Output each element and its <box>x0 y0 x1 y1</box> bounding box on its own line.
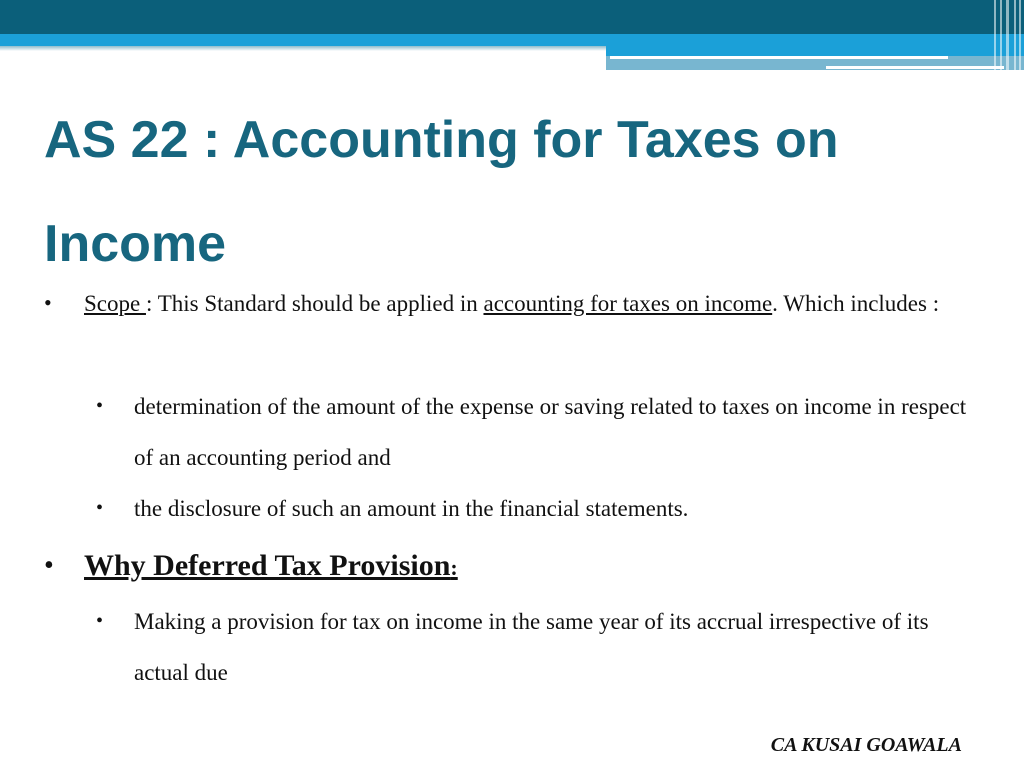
scope-link-text: accounting for taxes on income <box>483 291 773 316</box>
deferred-tax-heading-colon: : <box>450 555 458 580</box>
sub-bullet-marker: • <box>96 497 104 519</box>
sub-bullet-determination: determination of the amount of the expense or saving related to taxes on income in respect of an accounting period and <box>134 394 967 470</box>
sub-bullet-marker: • <box>96 395 104 417</box>
scope-end-text: . Which includes : <box>772 291 940 316</box>
bullet-marker: • <box>44 550 54 581</box>
deferred-tax-heading <box>84 546 458 588</box>
scope-paragraph <box>84 278 984 329</box>
scope-label: Scope <box>84 291 146 316</box>
deferred-tax-heading-text: Why Deferred Tax Provision <box>84 549 451 582</box>
scope-text: : This Standard should be applied in <box>145 291 484 316</box>
bullet-marker: • <box>44 290 52 315</box>
sub-bullet-disclosure: the disclosure of such an amount in the financial statements. <box>134 496 689 521</box>
sub-bullet-provision: Making a provision for tax on income in the same year of its accrual irrespective of its actual due <box>134 609 929 685</box>
author-footer: CA KUSAI GOAWALA <box>770 734 962 756</box>
sub-bullet-marker: • <box>96 610 104 632</box>
slide-title: AS 22 : Accounting for Taxes on Income <box>44 111 839 273</box>
